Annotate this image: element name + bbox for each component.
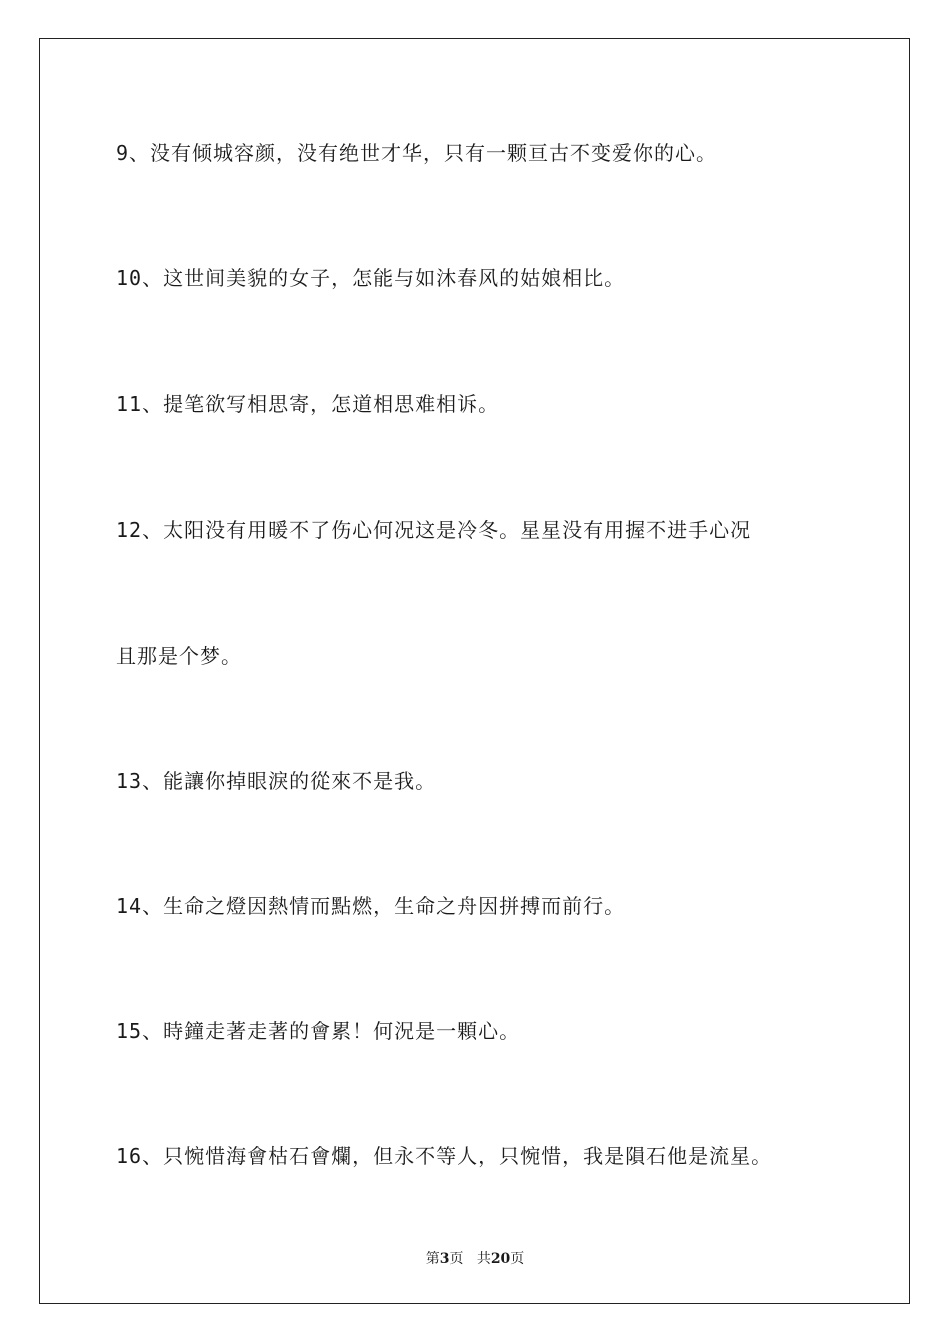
text-line-11: 11、提笔欲写相思寄，怎道相思难相诉。 <box>116 392 500 416</box>
text-line-10: 10、这世间美貌的女子，怎能与如沐春风的姑娘相比。 <box>116 266 626 290</box>
text-line-13: 13、能讓你掉眼淚的從來不是我。 <box>116 769 437 793</box>
footer-total-pages: 20 <box>490 1251 511 1267</box>
page-border <box>39 38 910 1304</box>
footer-page-suffix: 页 <box>449 1251 464 1267</box>
page-footer <box>0 1248 950 1268</box>
footer-page-number: 3 <box>439 1251 450 1267</box>
text-line-12b: 且那是个梦。 <box>116 644 242 668</box>
text-line-16: 16、只惋惜海會枯石會爛，但永不等人，只惋惜，我是隕石他是流星。 <box>116 1144 773 1168</box>
text-line-15: 15、時鐘走著走著的會累！何況是一顆心。 <box>116 1019 521 1043</box>
text-line-12a: 12、太阳没有用暖不了伤心何况这是冷冬。星星没有用握不进手心况 <box>116 518 752 542</box>
footer-prefix: 第 <box>425 1251 440 1267</box>
text-line-14: 14、生命之燈因熱情而點燃，生命之舟因拼搏而前行。 <box>116 894 626 918</box>
footer-total-prefix: 共 <box>476 1251 491 1267</box>
footer-total-suffix: 页 <box>510 1251 525 1267</box>
text-line-9: 9、没有倾城容颜，没有绝世才华，只有一颗亘古不变爱你的心。 <box>116 141 718 165</box>
